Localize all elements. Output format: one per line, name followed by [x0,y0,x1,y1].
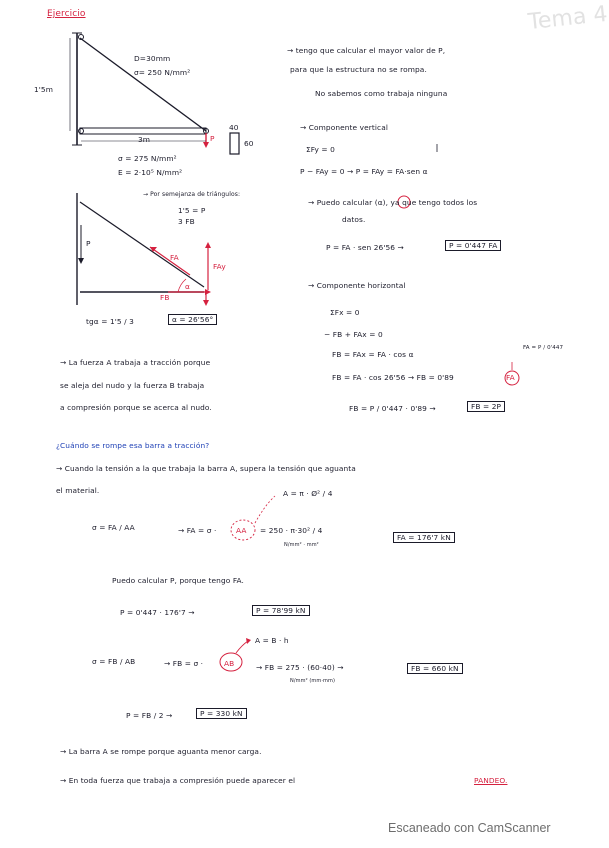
horizontal-heading: → Componente horizontal [308,281,406,290]
result-fb: FB = 2P [467,401,505,412]
eq-fb-p: FB = P / 0'447 · 0'89 → [349,404,436,413]
ab-arrow-head [246,638,251,644]
fb-eq: → FB = 275 · (60·40) → [256,663,344,672]
eq-fb-fa: FA [506,373,515,382]
aa-label: AA [236,526,247,535]
conclusion-2: → En toda fuerza que trabaja a compresión puede aparecer el [60,776,296,785]
question: ¿Cuándo se rompe esa barra a tracción? [56,441,210,450]
section-height: 60 [244,139,254,148]
page-title: Ejercicio [47,9,86,19]
sum-fx: ΣFx = 0 [330,308,360,317]
load-arrow-head [203,142,209,148]
tg-eq: tgα = 1'5 / 3 [86,317,134,326]
p-eq: P = 0'447 · 176'7 → [120,608,195,617]
hinge-bottom [79,129,84,134]
fa-units: N/mm² · mm² [284,542,319,548]
eq-horizontal: − FB + FAx = 0 [324,330,383,339]
p-load2-head [203,300,209,306]
fa-result: FA = 176'7 kN [393,532,455,543]
conclusion-1: → La barra A se rompe porque aguanta menor carga. [60,747,262,756]
eq-fb-cos: FB = FA · cos 26'56 → FB = 0'89 [332,373,454,382]
fay-label: FAy [213,262,226,271]
sigma-fb: σ = FB / AB [92,657,136,666]
alpha-result: α = 26'56° [168,314,217,325]
right-line1: → tengo que calcular el mayor valor de P, [287,46,446,55]
eq-fb: FB = FAx = FA · cos α [332,350,414,359]
right-line3: No sabemos como trabaja ninguna [315,89,448,98]
fb-units: N/mm² (mm·mm) [290,678,336,684]
fa-arrow-eq: → FA = σ · [178,526,217,535]
camscanner-footer: Escaneado con CamScanner [388,821,551,835]
mid-line2: se aleja del nudo y la fuerza B trabaja [60,381,205,390]
calc-p-line: Puedo calcular P, porque tengo FA. [112,576,244,585]
height-label: 1'5m [34,85,54,94]
sigma-adm-label: σ = 275 N/mm² [118,154,177,163]
question-line2: el material. [56,486,100,495]
bar-a [80,38,206,131]
p-label: P [86,239,91,248]
modulus-label: E = 2·10⁵ N/mm² [118,168,183,177]
eq-vertical: P − FAy = 0 → P = FAy = FA·sen α [300,167,428,176]
fa-eq: = 250 · π·30² / 4 [260,526,323,535]
ratio-bottom: 3 FB [178,217,195,226]
alpha-note: → Puedo calcular (α), ya que tengo todos los [308,198,478,207]
similarity-note: → Por semejanza de triángulos: [143,191,241,198]
result-p-fa: P = 0'447 FA [445,240,501,251]
ab-arrow [236,641,248,653]
right-line2: para que la estructura no se rompa. [290,65,427,74]
vertical-heading: → Componente vertical [300,123,389,132]
length-label: 3m [138,135,151,144]
fb-result: FB = 660 kN [407,663,463,674]
header-mark: Tema 4 [526,1,609,36]
ratio-top: 1'5 = P [178,206,206,215]
point-p-label: P [210,134,215,143]
alpha-label: α [185,282,190,291]
p2-eq: P = FB / 2 → [126,711,173,720]
sigma-fa: σ = FA / AA [92,523,135,532]
alpha-note-2: datos. [342,215,366,224]
diameter-label: D=30mm [134,54,171,63]
mid-line1: → La fuerza A trabaja a tracción porque [60,358,211,367]
pandeo-word: PANDEO. [474,776,508,785]
section-width: 40 [229,123,239,132]
ab-label: AB [224,659,235,668]
area-formula: A = π · Ø² / 4 [283,489,333,498]
fa-label: FA [170,253,179,262]
fa-substitute: FA = P / 0'447 [523,345,564,351]
fb-arrow-eq: → FB = σ · [164,659,204,668]
bar-b [80,128,206,134]
p2-result: P = 330 kN [196,708,247,719]
fb-label: FB [160,293,170,302]
p-force-head [78,258,84,264]
section-rect [230,133,239,154]
p-result: P = 78'99 kN [252,605,310,616]
fay-arrow-head [205,242,211,248]
eq-p-fa: P = FA · sen 26'56 → [326,243,404,252]
mid-line3: a compresión porque se acerca al nudo. [60,403,212,412]
area-b: A = B · h [255,636,289,645]
sum-fy: ΣFy = 0 [306,145,335,154]
question-line1: → Cuando la tensión a la que trabaja la barra A, supera la tensión que aguanta [56,464,356,473]
sigma-bar-label: σ= 250 N/mm² [134,68,191,77]
aa-arrow [255,496,275,523]
